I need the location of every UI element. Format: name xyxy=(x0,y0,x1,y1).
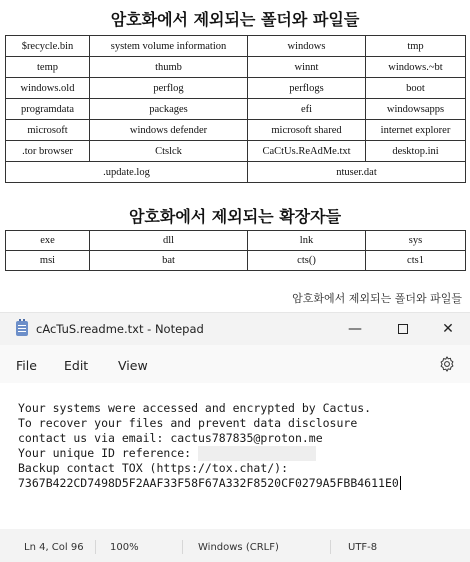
table-cell: windows.old xyxy=(6,78,90,99)
ransom-note-line: Backup contact TOX (https://tox.chat/): xyxy=(18,461,289,475)
zoom-level[interactable]: 100% xyxy=(110,542,139,553)
gear-icon[interactable] xyxy=(438,355,456,373)
ransom-note-line xyxy=(18,476,470,491)
notepad-icon xyxy=(16,321,28,336)
table-row xyxy=(6,78,466,99)
menu-edit[interactable]: Edit xyxy=(64,358,89,373)
encoding[interactable]: UTF-8 xyxy=(348,542,378,553)
table-cell: boot xyxy=(366,78,466,99)
table-cell: exe xyxy=(6,231,90,251)
table-cell: efi xyxy=(248,99,366,120)
extensions-heading: 암호화에서 제외되는 확장자들 xyxy=(128,207,342,226)
table-cell: bat xyxy=(90,251,248,271)
ransom-note-line: Your systems were accessed and encrypted by Cactus. xyxy=(18,401,372,415)
table-cell: thumb xyxy=(90,57,248,78)
table-cell: $recycle.bin xyxy=(6,36,90,57)
table-cell: msi xyxy=(6,251,90,271)
table-cell: .update.log xyxy=(6,162,248,183)
maximize-button[interactable] xyxy=(388,317,418,341)
table-row xyxy=(6,231,466,251)
table-cell: perflog xyxy=(90,78,248,99)
table-cell: desktop.ini xyxy=(366,141,466,162)
table-cell: ntuser.dat xyxy=(248,162,466,183)
table-cell: programdata xyxy=(6,99,90,120)
table-cell: .tor browser xyxy=(6,141,90,162)
table-cell: sys xyxy=(366,231,466,251)
status-divider xyxy=(330,540,331,554)
status-bar xyxy=(0,529,470,562)
table-cell: windows.~bt xyxy=(366,57,466,78)
table-cell: perflogs xyxy=(248,78,366,99)
folders-heading: 암호화에서 제외되는 폴더와 파일들 xyxy=(110,10,360,29)
table-cell: cts1 xyxy=(366,251,466,271)
notepad-window xyxy=(0,312,470,562)
table-cell: windows defender xyxy=(90,120,248,141)
tox-id: 7367B422CD7498D5F2AAF33F58F67A332F8520CF0279A5FBB4611E0 xyxy=(18,476,399,490)
status-divider xyxy=(182,540,183,554)
table-row xyxy=(6,57,466,78)
minimize-button[interactable]: — xyxy=(348,321,362,337)
table-cell: temp xyxy=(6,57,90,78)
table-row xyxy=(6,120,466,141)
menu-file[interactable]: File xyxy=(16,358,37,373)
table-cell: winnt xyxy=(248,57,366,78)
table-cell: system volume information xyxy=(90,36,248,57)
window-title: cAcTuS.readme.txt - Notepad xyxy=(36,322,204,336)
figure-caption: 암호화에서 제외되는 폴더와 파일들 xyxy=(292,292,462,305)
cursor-position: Ln 4, Col 96 xyxy=(24,542,84,553)
table-cell: microsoft shared xyxy=(248,120,366,141)
table-cell: packages xyxy=(90,99,248,120)
close-button[interactable]: ✕ xyxy=(442,321,454,337)
excluded-folders-table xyxy=(5,35,466,183)
table-cell: dll xyxy=(90,231,248,251)
table-cell: internet explorer xyxy=(366,120,466,141)
redacted-id xyxy=(198,446,316,461)
id-reference-label: Your unique ID reference: xyxy=(18,446,199,460)
excluded-extensions-table xyxy=(5,230,466,271)
text-editor[interactable] xyxy=(0,383,470,529)
table-cell: CaCtUs.ReAdMe.txt xyxy=(248,141,366,162)
status-divider xyxy=(95,540,96,554)
text-cursor xyxy=(400,476,401,490)
table-row xyxy=(6,141,466,162)
table-cell: microsoft xyxy=(6,120,90,141)
table-row xyxy=(6,36,466,57)
table-cell: windows xyxy=(248,36,366,57)
table-cell: windowsapps xyxy=(366,99,466,120)
title-bar[interactable] xyxy=(0,313,470,345)
table-row xyxy=(6,251,466,271)
ransom-note-line: To recover your files and prevent data disclosure xyxy=(18,416,358,430)
table-cell: tmp xyxy=(366,36,466,57)
line-endings[interactable]: Windows (CRLF) xyxy=(198,542,279,553)
table-cell: Ctslck xyxy=(90,141,248,162)
table-row xyxy=(6,99,466,120)
table-cell: cts() xyxy=(248,251,366,271)
table-row xyxy=(6,162,466,183)
menu-view[interactable]: View xyxy=(118,358,148,373)
menu-bar xyxy=(0,345,470,383)
table-cell: lnk xyxy=(248,231,366,251)
ransom-note-line: contact us via email: cactus787835@proton.me xyxy=(18,431,323,445)
ransom-note-line xyxy=(18,446,470,461)
maximize-icon xyxy=(398,324,408,334)
